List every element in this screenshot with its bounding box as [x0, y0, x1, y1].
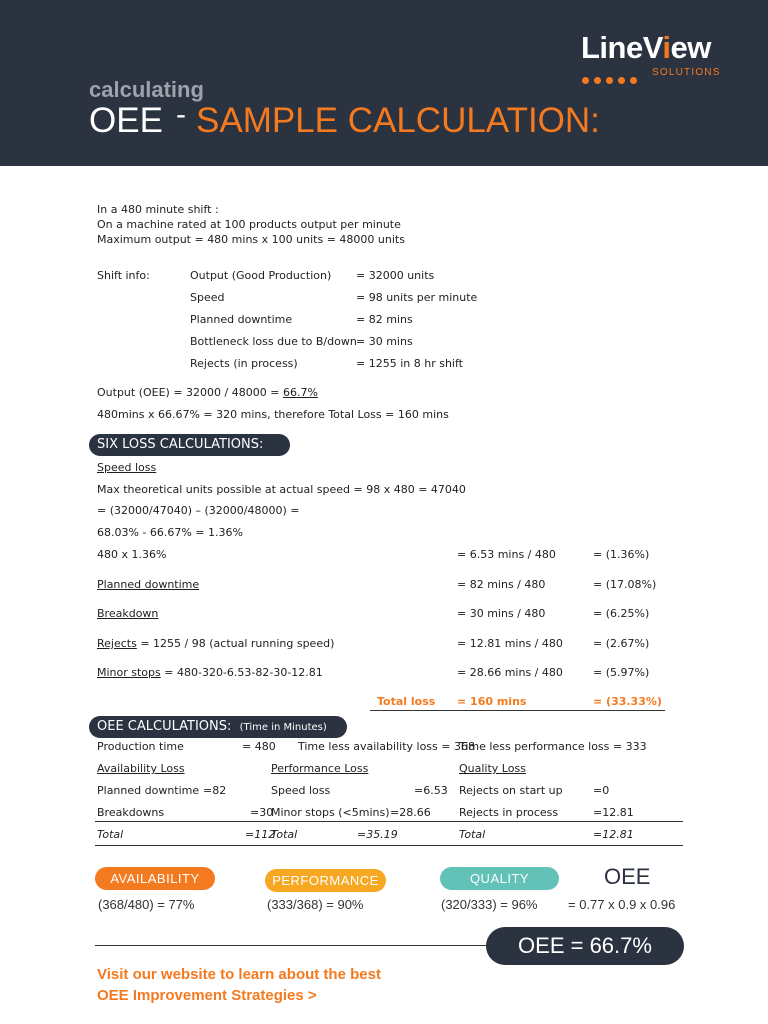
speed-loss-title: Speed loss	[97, 461, 157, 474]
loss-row-pct: = (5.97%)	[593, 666, 650, 679]
availability-time: Time less availability loss = 368	[298, 740, 475, 753]
calc-cell: Breakdowns	[97, 806, 165, 819]
result-divider	[95, 945, 490, 946]
calc-total-cell: =12.81	[593, 828, 634, 841]
calc-bottom-divider	[95, 845, 683, 846]
loss-row-pct: = (1.36%)	[593, 548, 650, 561]
total-loss-pct: = (33.33%)	[593, 695, 662, 708]
loss-row-mins: = 6.53 mins / 480	[457, 548, 556, 561]
loss-row-pct: = (2.67%)	[593, 637, 650, 650]
loss-row-mins: = 28.66 mins / 480	[457, 666, 563, 679]
loss-row-pct: = (6.25%)	[593, 607, 650, 620]
calc-cell: =28.66	[390, 806, 431, 819]
quality-badge: QUALITY	[440, 867, 559, 890]
oee-formula: = 0.77 x 0.9 x 0.96	[568, 897, 676, 912]
output-oee-line: Output (OEE) = 32000 / 48000 = 66.7%	[97, 386, 318, 399]
loss-row-pct: = (17.08%)	[593, 578, 657, 591]
availability-formula: (368/480) = 77%	[98, 897, 195, 912]
shift-row-name: Output (Good Production)	[190, 269, 332, 282]
shift-row-name: Planned downtime	[190, 313, 293, 326]
production-time-label: Production time	[97, 740, 184, 753]
col-title-performance: Performance Loss	[271, 762, 369, 775]
performance-time: Time less performance loss = 333	[459, 740, 647, 753]
loss-row-label: Breakdown	[97, 607, 159, 620]
calc-cell: Rejects in process	[459, 806, 559, 819]
col-title-quality: Quality Loss	[459, 762, 526, 775]
loss-row-mins: = 30 mins / 480	[457, 607, 546, 620]
total-loss-line: 480mins x 66.67% = 320 mins, therefore Total Loss = 160 mins	[97, 408, 449, 421]
production-time-value: = 480	[242, 740, 276, 753]
cta-link-line1[interactable]: Visit our website to learn about the best	[97, 966, 381, 983]
calc-cell: Minor stops (<5mins)	[271, 806, 390, 819]
shift-row-value: = 98 units per minute	[356, 291, 478, 304]
calc-cell: =6.53	[414, 784, 448, 797]
quality-formula: (320/333) = 96%	[441, 897, 538, 912]
loss-row-label: 480 x 1.36%	[97, 548, 167, 561]
logo-subtitle: SOLUTIONS	[652, 67, 721, 78]
calc-cell: Rejects on start up	[459, 784, 563, 797]
oee-label: OEE	[604, 864, 651, 889]
speed-line: 68.03% - 66.67% = 1.36%	[97, 526, 244, 539]
calc-total-cell: =112	[245, 828, 276, 841]
shift-row-value: = 1255 in 8 hr shift	[356, 357, 463, 370]
loss-row-label: Minor stops = 480-320-6.53-82-30-12.81	[97, 666, 323, 679]
intro-line: Maximum output = 480 mins x 100 units = 48000 units	[97, 233, 405, 246]
availability-badge: AVAILABILITY	[95, 867, 215, 890]
total-loss-label: Total loss	[377, 695, 436, 708]
header-kicker: calculating	[89, 77, 204, 102]
logo-dots-icon	[582, 69, 642, 88]
col-title-availability: Availability Loss	[97, 762, 185, 775]
calc-cell: =12.81	[593, 806, 634, 819]
calc-total-cell: =35.19	[357, 828, 398, 841]
calc-cell: =82	[203, 784, 227, 797]
shift-row-value: = 82 mins	[356, 313, 413, 326]
title-oee: OEE	[89, 101, 163, 140]
speed-line: = (32000/47040) – (32000/48000) =	[97, 504, 300, 517]
calc-divider	[95, 821, 683, 822]
title-dash: -	[176, 98, 186, 131]
performance-formula: (333/368) = 90%	[267, 897, 364, 912]
calc-cell: Planned downtime	[97, 784, 200, 797]
shift-row-name: Bottleneck loss due to B/down	[190, 335, 357, 348]
calc-cell: =0	[593, 784, 610, 797]
calc-total-cell: Total	[271, 828, 298, 841]
total-loss-divider	[370, 710, 665, 711]
calc-total-cell: Total	[459, 828, 486, 841]
page-title: SAMPLE CALCULATION:	[196, 101, 600, 140]
shift-row-value: = 32000 units	[356, 269, 435, 282]
six-loss-heading: SIX LOSS CALCULATIONS:	[89, 434, 290, 456]
shift-row-name: Speed	[190, 291, 225, 304]
calc-total-cell: Total	[97, 828, 124, 841]
oee-calc-heading: OEE CALCULATIONS: (Time in Minutes)	[89, 716, 347, 738]
lineview-logo: LineView	[581, 30, 711, 65]
loss-row-mins: = 82 mins / 480	[457, 578, 546, 591]
shift-row-name: Rejects (in process)	[190, 357, 298, 370]
loss-row-label: Rejects = 1255 / 98 (actual running speed)	[97, 637, 335, 650]
speed-line: Max theoretical units possible at actual speed = 98 x 480 = 47040	[97, 483, 466, 496]
total-loss-mins: = 160 mins	[457, 695, 527, 708]
cta-link-line2[interactable]: OEE Improvement Strategies >	[97, 987, 317, 1004]
calc-cell: Speed loss	[271, 784, 331, 797]
loss-row-mins: = 12.81 mins / 480	[457, 637, 563, 650]
oee-result-badge: OEE = 66.7%	[486, 927, 684, 965]
shift-info-label: Shift info:	[97, 269, 150, 282]
intro-line: On a machine rated at 100 products output per minute	[97, 218, 401, 231]
shift-row-value: = 30 mins	[356, 335, 413, 348]
intro-line: In a 480 minute shift :	[97, 203, 219, 216]
performance-badge: PERFORMANCE	[265, 869, 386, 892]
calc-cell: =30	[250, 806, 274, 819]
loss-row-label: Planned downtime	[97, 578, 200, 591]
